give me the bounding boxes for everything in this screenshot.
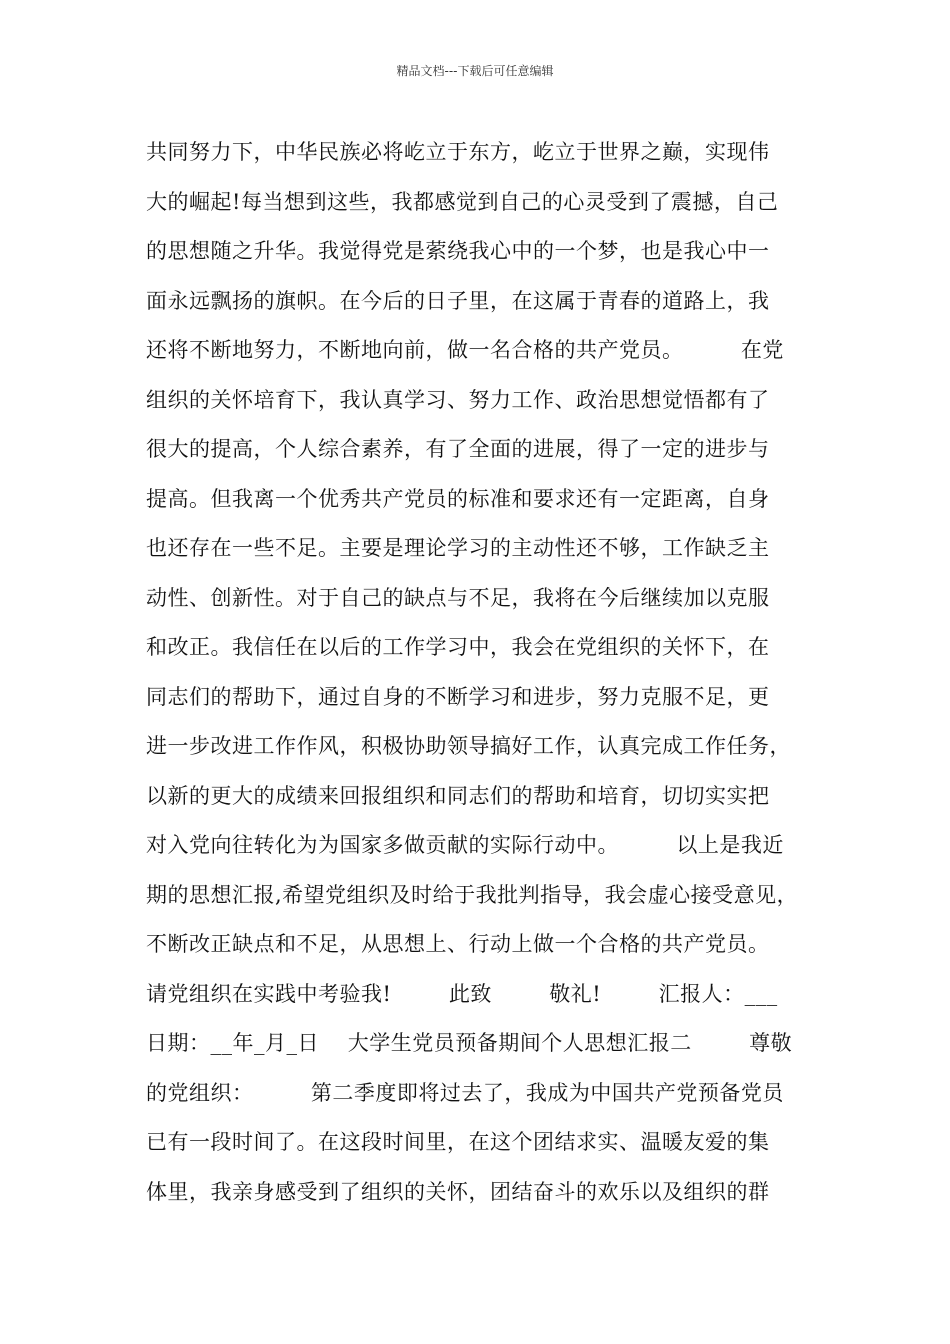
text-line: 大的崛起!每当想到这些，我都感觉到自己的心灵受到了震撼，自己 (146, 189, 779, 214)
text-line: 的党组织： 第二季度即将过去了，我成为中国共产党预备党员 (146, 1080, 784, 1105)
text-line: 日期：__年_月_日 大学生党员预备期间个人思想汇报二 尊敬 (146, 1031, 793, 1055)
text-line: 共同努力下，中华民族必将屹立于东方，屹立于世界之巅，实现伟 (146, 140, 770, 164)
text-line: 组织的关怀培育下，我认真学习、努力工作、政治思想觉悟都有了 (146, 387, 770, 412)
text-line: 动性、创新性。对于自己的缺点与不足，我将在今后继续加以克服 (146, 585, 770, 610)
text-line: 以新的更大的成绩来回报组织和同志们的帮助和培育，切切实实把 (146, 783, 770, 808)
text-line: 进一步改进工作作风，积极协助领导搞好工作，认真完成工作任务， (146, 734, 791, 758)
text-line: 已有一段时间了。在这段时间里，在这个团结求实、温暖友爱的集 (146, 1130, 770, 1154)
document-body (146, 132, 826, 1221)
text-line: 很大的提高，个人综合素养，有了全面的进展，得了一定的进步与 (146, 437, 770, 461)
text-line: 还将不断地努力，不断地向前，做一名合格的共产党员。 在党 (146, 338, 784, 362)
text-line: 也还存在一些不足。主要是理论学习的主动性还不够，工作缺乏主 (146, 536, 770, 560)
text-line: 提高。但我离一个优秀共产党员的标准和要求还有一定距离，自身 (146, 486, 770, 511)
page-header: 精品文档---下载后可任意编辑 (396, 64, 554, 78)
text-line: 体里，我亲身感受到了组织的关怀，团结奋斗的欢乐以及组织的群 (146, 1179, 770, 1204)
text-line: 不断改正缺点和不足，从思想上、行动上做一个合格的共产党员。 (146, 932, 770, 956)
text-line: 请党组织在实践中考验我! 此致 敬礼! 汇报人：___ (146, 981, 778, 1006)
text-line: 同志们的帮助下，通过自身的不断学习和进步，努力克服不足，更 (146, 684, 770, 709)
text-line: 面永远飘扬的旗帜。在今后的日子里，在这属于青春的道路上，我 (146, 288, 770, 313)
text-line: 和改正。我信任在以后的工作学习中，我会在党组织的关怀下，在 (146, 635, 770, 659)
text-line: 对入党向往转化为为国家多做贡献的实际行动中。 以上是我近 (146, 833, 784, 857)
text-line: 期的思想汇报,希望党组织及时给于我批判指导，我会虚心接受意见， (146, 882, 799, 907)
text-line: 的思想随之升华。我觉得党是萦绕我心中的一个梦，也是我心中一 (146, 239, 770, 263)
